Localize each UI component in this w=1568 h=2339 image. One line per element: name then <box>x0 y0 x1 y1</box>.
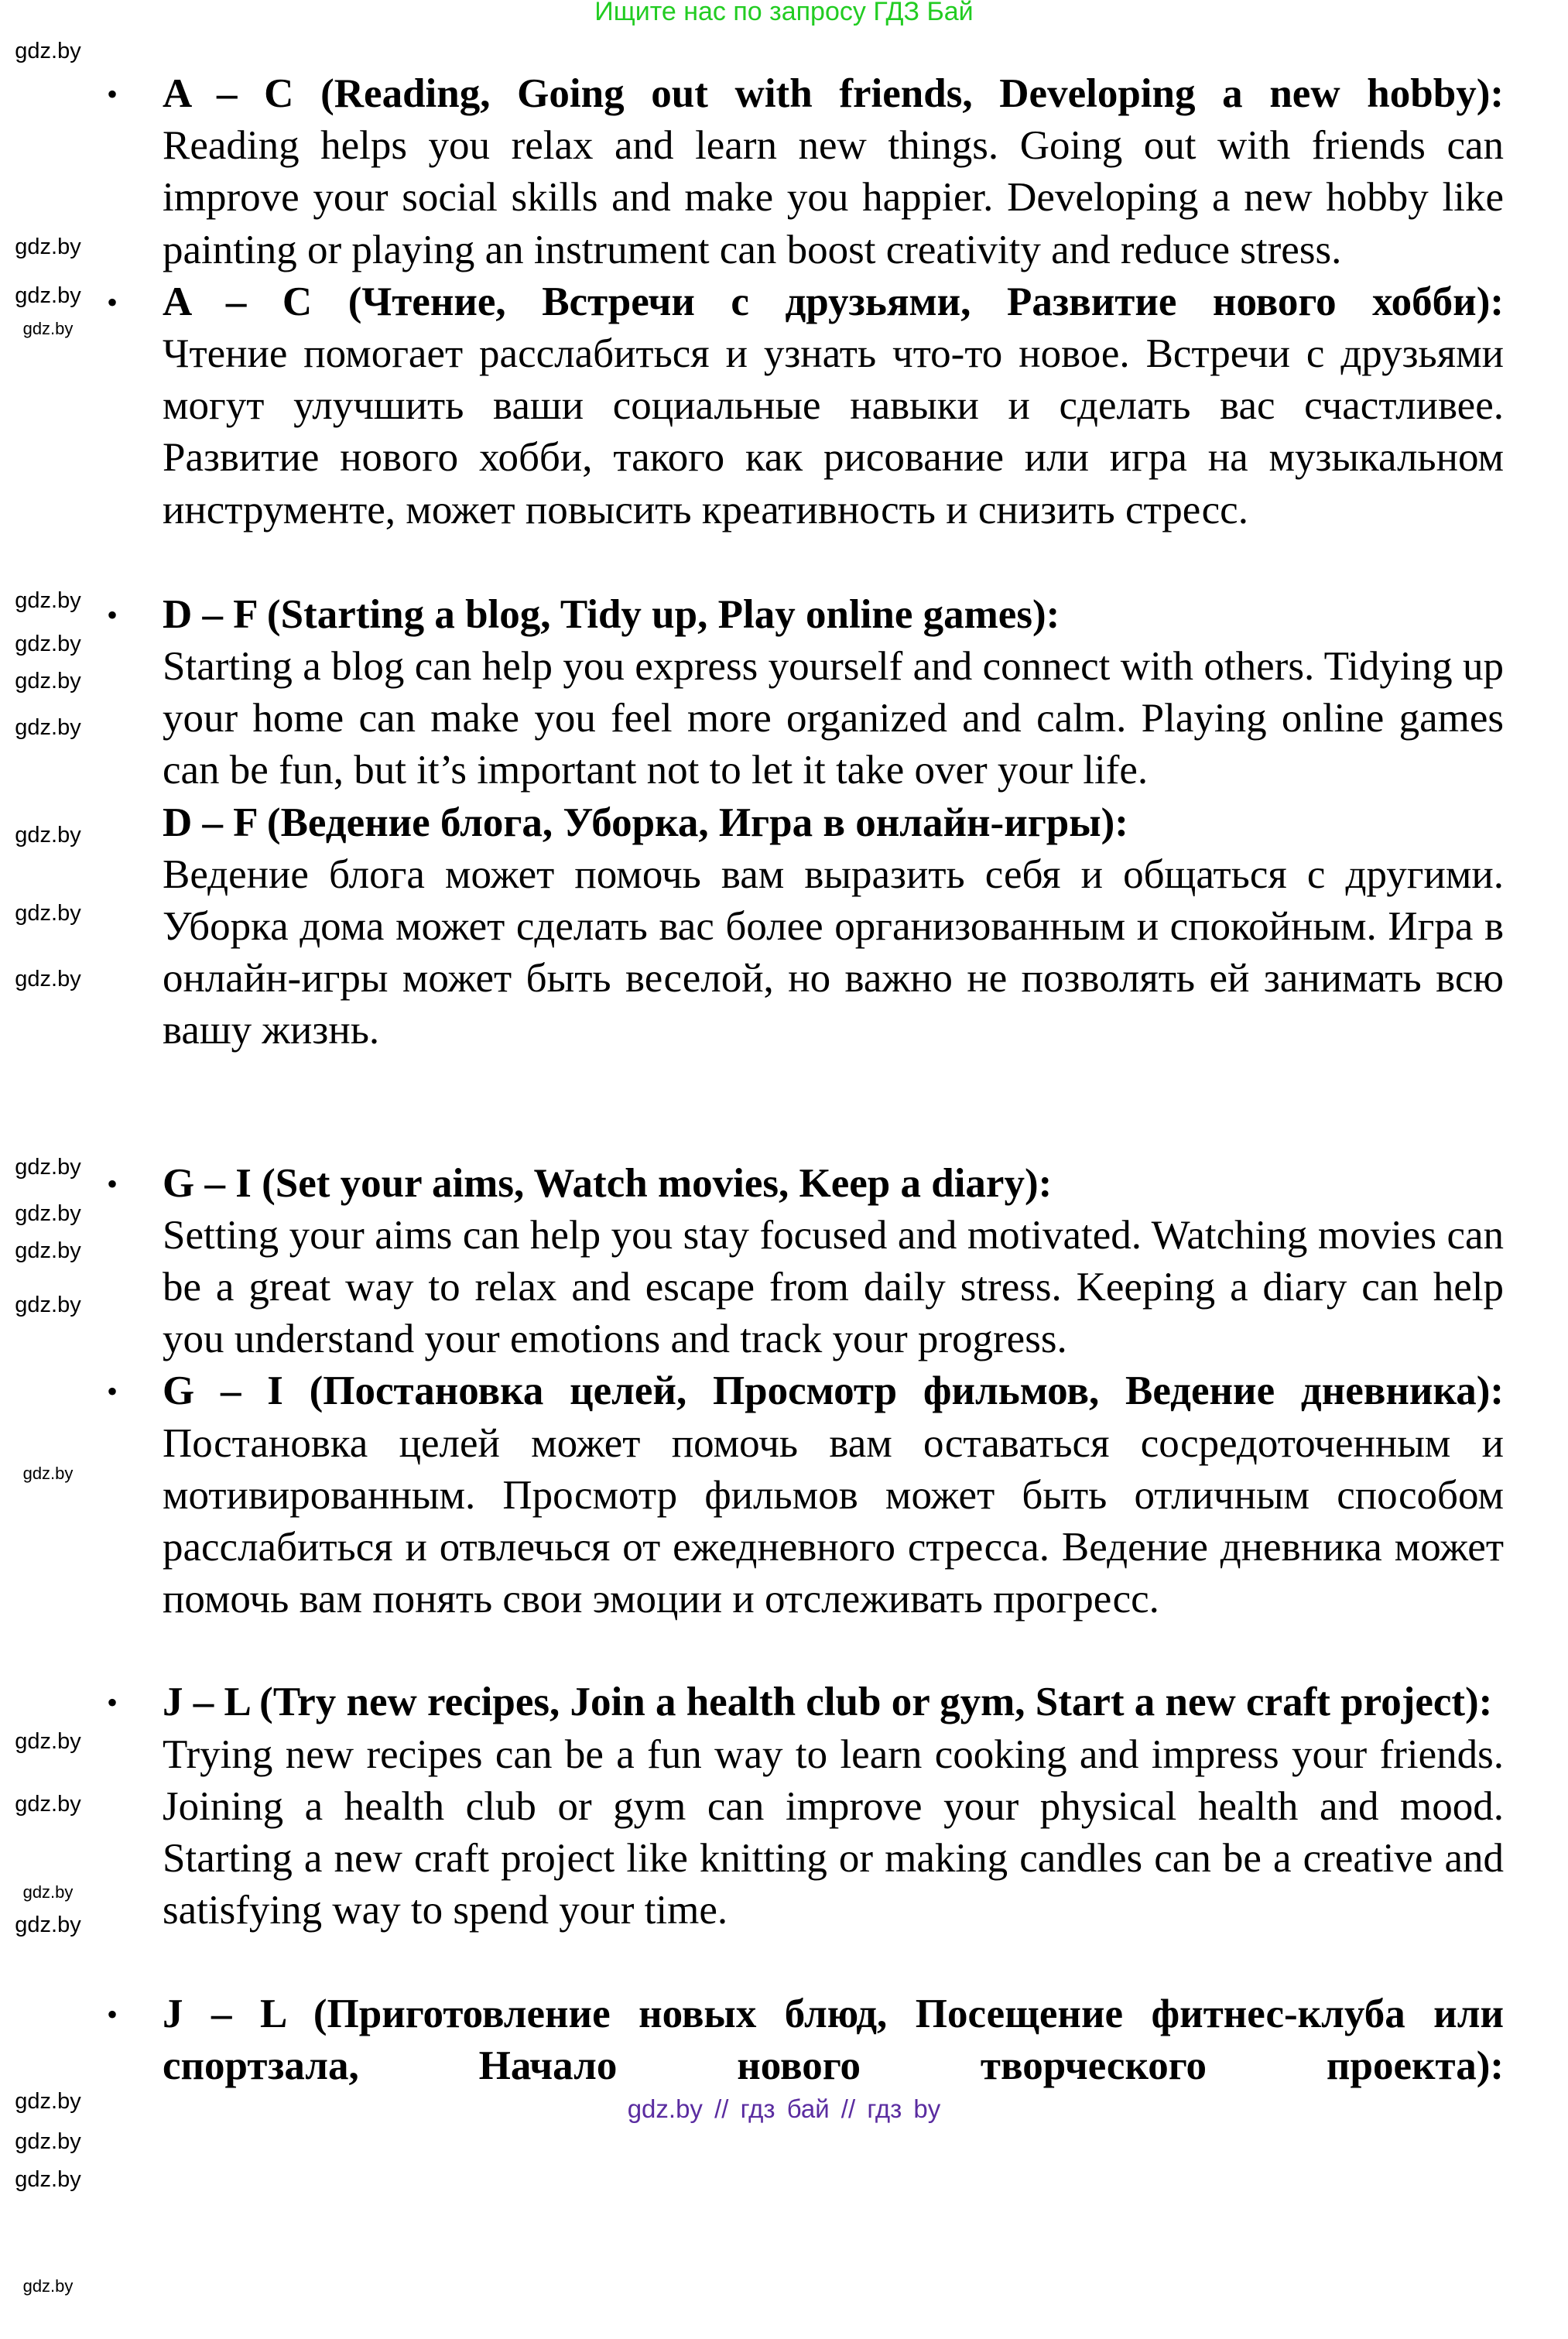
item-heading: G – I (Постановка целей, Просмотр фильмов, Ведение дневника): <box>163 1368 1504 1414</box>
item-heading: A – C (Reading, Going out with friends, Developing a new hobby): <box>163 71 1504 116</box>
item-heading: G – I (Set your aims, Watch movies, Keep a diary): <box>163 1160 1053 1206</box>
item-heading: D – F (Ведение блога, Уборка, Игра в онлайн-игры): <box>163 800 1128 845</box>
watermark: gdz.by <box>15 39 81 63</box>
watermark: gdz.by <box>15 283 81 308</box>
item-heading: A – C (Чтение, Встречи с друзьями, Развитие нового хобби): <box>163 279 1504 324</box>
bullet: • <box>107 1166 118 1201</box>
bullet: • <box>107 284 118 320</box>
watermark: gdz.by <box>15 2167 81 2192</box>
bullet: • <box>107 1996 118 2032</box>
bullet: • <box>107 77 118 111</box>
list-item-gi-en <box>107 1158 1504 1366</box>
watermark: gdz.by <box>15 2129 81 2154</box>
watermark: gdz.by <box>15 2089 81 2114</box>
watermark: gdz.by <box>15 1913 81 1937</box>
list-item-df-en <box>107 589 1504 797</box>
item-heading: D – F (Starting a blog, Tidy up, Play online games): <box>163 591 1060 637</box>
item-heading: J – L (Приготовление новых блюд, Посещение фитнес-клуба или спортзала, Начало нового творческого проекта): <box>163 1991 1504 2088</box>
watermark: gdz.by <box>22 1882 74 1902</box>
watermark: gdz.by <box>15 669 81 693</box>
footer-links: gdz.by // гдз бай // гдз by <box>627 2094 941 2123</box>
item-body: Setting your aims can help you stay focused and motivated. Watching movies can be a great way to relax and escape from daily stress. Keeping a diary can help you understand your emotions and track your progress. <box>163 1212 1504 1362</box>
list-item-ac-ru <box>107 276 1504 536</box>
item-body: Ведение блога может помочь вам выразить себя и общаться с другими. Уборка дома может сделать вас более организованным и спокойным. Игра в онлайн-игры может быть веселой, но важно не позволять ей занимать всю вашу жизнь. <box>163 851 1504 1053</box>
watermark: gdz.by <box>15 1293 81 1317</box>
list-item-ac-en <box>107 68 1504 276</box>
list-item-jl-en <box>107 1676 1504 1937</box>
item-body: Reading helps you relax and learn new things. Going out with friends can improve your social skills and make you happier. Developing a new hobby like painting or playing an instrument can boost creativity and reduce stress. <box>163 123 1504 272</box>
watermark: gdz.by <box>15 1729 81 1754</box>
watermark: gdz.by <box>15 1792 81 1817</box>
bullet: • <box>107 1685 118 1721</box>
watermark: gdz.by <box>15 1238 81 1263</box>
watermark: gdz.by <box>15 235 81 259</box>
item-heading: J – L (Try new recipes, Join a health club or gym, Start a new craft project): <box>163 1680 1493 1725</box>
item-body: Постановка целей может помочь вам оставаться сосредоточенным и мотивированным. Просмотр фильмов может быть отличным способом расслабиться и отвлечься от ежедневного стресса. Ведение дневника может помочь вам понять свои эмоции и отслеживать прогресс. <box>163 1420 1504 1622</box>
watermark: gdz.by <box>15 823 81 848</box>
watermark: gdz.by <box>22 1464 74 1483</box>
watermark: gdz.by <box>15 632 81 656</box>
item-body: Trying new recipes can be a fun way to learn cooking and impress your friends. Joining a health club or gym can improve your physical health and mood. Starting a new craft project like knitting or making candles can be a creative and satisfying way to spend your time. <box>163 1731 1504 1933</box>
watermark: gdz.by <box>22 2276 74 2296</box>
bullet: • <box>107 1374 118 1409</box>
watermark: gdz.by <box>22 319 74 338</box>
list-item-df-ru <box>163 797 1504 1057</box>
watermark: gdz.by <box>15 588 81 613</box>
document-content <box>107 68 1504 2126</box>
watermark: gdz.by <box>15 715 81 740</box>
watermark: gdz.by <box>15 901 81 926</box>
list-item-jl-ru <box>107 1988 1504 2092</box>
watermark: gdz.by <box>15 967 81 991</box>
watermark: gdz.by <box>15 1201 81 1226</box>
item-body: Чтение помогает расслабиться и узнать что-то новое. Встречи с друзьями могут улучшить ваши социальные навыки и сделать вас счастливее. Развитие нового хобби, такого как рисование или игра на музыкальном инструменте, может повысить креативность и снизить стресс. <box>163 331 1504 533</box>
item-body: Starting a blog can help you express yourself and connect with others. Tidying up your home can make you feel more organized and calm. Playing online games can be fun, but it’s important not to let it take over your life. <box>163 644 1504 793</box>
list-item-gi-ru <box>107 1365 1504 1625</box>
watermark: gdz.by <box>15 1155 81 1180</box>
search-banner: Ищите нас по запросу ГДЗ Бай <box>594 0 974 26</box>
bullet: • <box>107 597 118 632</box>
